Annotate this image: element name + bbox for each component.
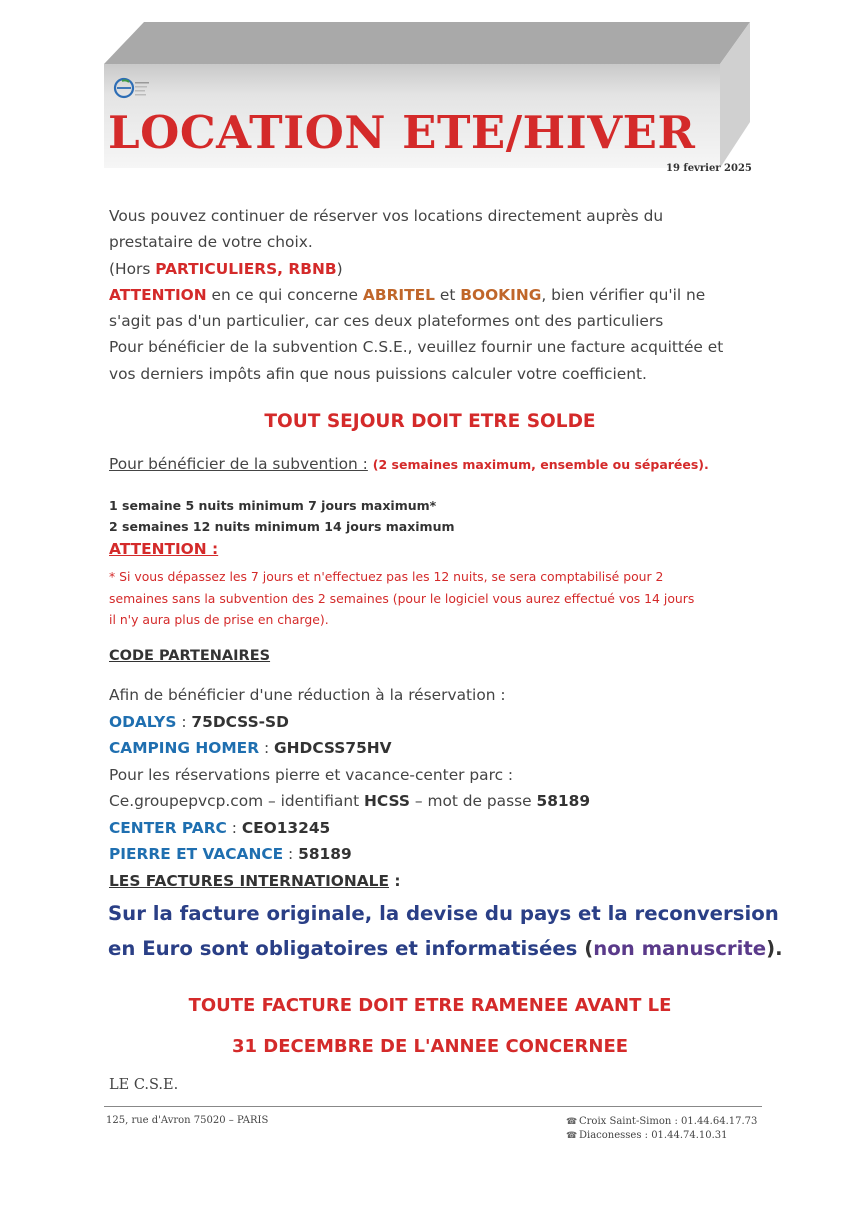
footer-divider	[104, 1106, 762, 1107]
partner-name: CAMPING HOMER	[109, 739, 260, 757]
note-line: semaines sans la subvention des 2 semaines (pour le logiciel vous aurez effectué vos 14 jours	[109, 590, 695, 606]
intl-text: en Euro sont obligatoires et informatisées	[108, 937, 585, 960]
signature: LE C.S.E.	[109, 1077, 179, 1093]
attention-label: ATTENTION	[109, 285, 207, 304]
attention-note	[109, 566, 759, 631]
phone-line	[566, 1129, 757, 1143]
intl-handwritten-note: non manuscrite	[593, 937, 767, 960]
pvcp-text: – mot de passe	[409, 792, 537, 810]
intl-invoices-title	[109, 868, 590, 895]
separator: :	[283, 845, 299, 863]
footer-phones	[566, 1115, 757, 1143]
partner-code: 75DCSS-SD	[191, 712, 289, 731]
intro-line: Vous pouvez continuer de réserver vos locations directement auprès du	[109, 207, 664, 225]
intro-line: prestataire de votre choix.	[109, 233, 313, 252]
invoice-deadline-line1: TOUTE FACTURE DOIT ETRE RAMENEE AVANT LE	[188, 995, 672, 1016]
intl-line: Sur la facture originale, la devise du pays et la reconversion	[108, 902, 779, 925]
partner-name: CENTER PARC	[109, 818, 227, 837]
booking-label: BOOKING	[460, 285, 542, 304]
partners-intro: Afin de bénéficier d'une réduction à la réservation :	[109, 686, 506, 704]
pvcp-id: HCSS	[364, 792, 410, 810]
separator: :	[389, 871, 401, 890]
note-line: il n'y aura plus de prise en charge).	[109, 612, 329, 628]
subvention-label: Pour bénéficier de la subvention :	[109, 455, 368, 473]
telephone-icon: ☎	[566, 1117, 578, 1127]
partner-code: 58189	[298, 845, 352, 863]
telephone-icon: ☎	[566, 1131, 578, 1141]
subvention-rules	[109, 495, 455, 537]
intro-text: (Hors	[109, 259, 156, 278]
intro-line: vos derniers impôts afin que nous puissions calculer votre coefficient.	[109, 364, 647, 383]
excluded-providers: PARTICULIERS, RBNB	[155, 259, 337, 278]
phone-line	[566, 1115, 757, 1129]
footer-address: 125, rue d'Avron 75020 – PARIS	[106, 1115, 269, 1126]
document-date: 19 fevrier 2025	[666, 163, 752, 174]
intl-line	[108, 931, 783, 966]
partner-code: GHDCSS75HV	[274, 739, 392, 757]
partner-name: ODALYS	[109, 712, 177, 731]
intro-line: Pour bénéficier de la subvention C.S.E., veuillez fournir une facture acquittée et	[109, 338, 724, 357]
partner-center-parc	[109, 815, 590, 842]
rule-item: 2 semaines 12 nuits minimum 14 jours maximum	[109, 519, 455, 534]
intro-line	[109, 256, 759, 282]
sejour-heading: TOUT SEJOUR DOIT ETRE SOLDE	[264, 411, 596, 432]
separator: :	[226, 818, 242, 837]
intl-invoices-notice	[108, 896, 783, 966]
subvention-line	[109, 455, 709, 473]
phone-text: Diaconesses : 01.44.74.10.31	[579, 1130, 728, 1141]
partner-homer	[109, 735, 590, 762]
intro-text: en ce qui concerne	[206, 285, 363, 304]
pvcp-password: 58189	[536, 792, 591, 810]
partner-name: PIERRE ET VACANCE	[109, 845, 284, 863]
intro-text: , bien vérifier qu'il ne	[541, 285, 706, 304]
intl-paren: (	[584, 937, 594, 960]
separator: :	[259, 739, 275, 757]
abritel-label: ABRITEL	[362, 285, 435, 304]
separator: :	[176, 712, 192, 731]
intro-text: et	[434, 285, 461, 304]
partner-codes	[109, 682, 590, 894]
intro-line: s'agit pas d'un particulier, car ces deux plateformes ont des particuliers	[109, 312, 664, 331]
cse-logo	[113, 73, 159, 103]
pvcp-intro: Pour les réservations pierre et vacance-center parc :	[109, 765, 514, 784]
intro-paragraph	[109, 203, 759, 387]
page-title: LOCATION ETE/HIVER	[108, 106, 696, 159]
partners-title: CODE PARTENAIRES	[109, 648, 271, 664]
note-line: * Si vous dépassez les 7 jours et n'effectuez pas les 12 nuits, se sera comptabilisé pour 2	[109, 569, 664, 584]
intl-paren: ).	[766, 937, 783, 960]
intro-line	[109, 282, 759, 308]
attention-heading: ATTENTION :	[109, 540, 219, 558]
partner-code: CEO13245	[241, 818, 331, 837]
partner-pierre-vacance	[109, 841, 590, 868]
intl-title-text: LES FACTURES INTERNATIONALE	[109, 871, 390, 890]
invoice-deadline-line2: 31 DECEMBRE DE L'ANNEE CONCERNEE	[231, 1036, 629, 1057]
subvention-condition: (2 semaines maximum, ensemble ou séparées).	[372, 457, 709, 472]
intro-text: )	[336, 259, 343, 278]
partner-odalys	[109, 709, 590, 736]
pvcp-site: Ce.groupepvcp.com – identifiant	[109, 792, 365, 810]
rule-item: 1 semaine 5 nuits minimum 7 jours maximum*	[109, 498, 437, 513]
phone-text: Croix Saint-Simon : 01.44.64.17.73	[579, 1116, 758, 1127]
pvcp-credentials	[109, 788, 590, 815]
